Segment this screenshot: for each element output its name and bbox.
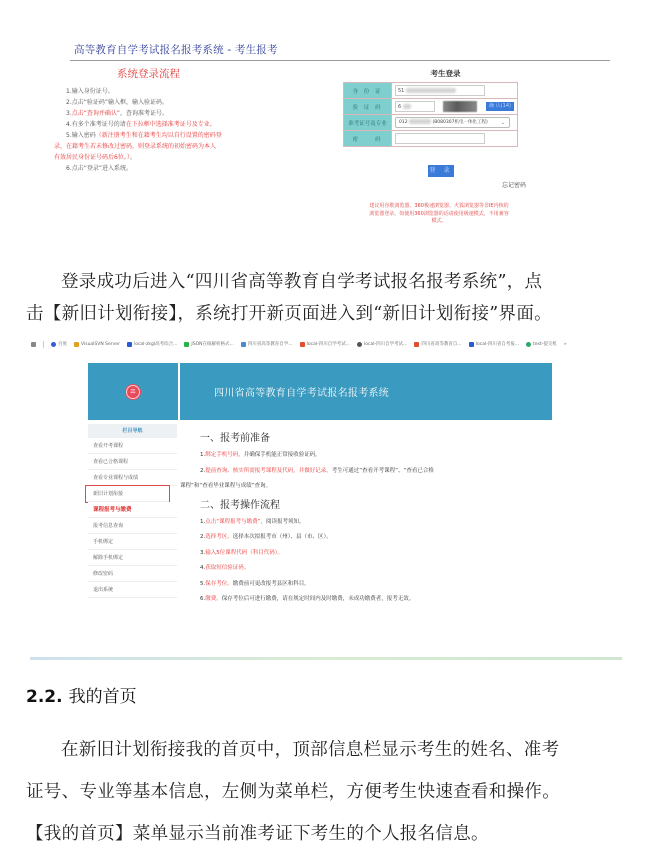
bookmark-item[interactable]: 四川省高等教育自... (414, 341, 461, 347)
flow-item: 4.获取短信验证码。 (200, 565, 250, 571)
login-step: 3.点击“查询并确认”，查询准考证号。 (66, 110, 168, 117)
section-divider (30, 657, 622, 660)
prep-item: 2.提前查询、核实所需报考课程及代码，并做好记录。考生可通过“查看开考课程”、“查看已合格 (200, 467, 434, 474)
paragraph-line: 击【新旧计划衔接】，系统打开新页面进入到“新旧计划衔接”界面。 (26, 304, 552, 324)
login-steps-list (54, 86, 240, 174)
flow-item: 3.输入5位课程代码（科目代码）。 (200, 549, 284, 556)
sidebar-item-change-password[interactable]: 修改密码 (88, 566, 177, 582)
baidu-icon (51, 342, 56, 347)
more-bookmarks-icon[interactable]: » (563, 341, 567, 347)
login-page-screenshot (0, 0, 654, 250)
prep-item: 1.绑定手机号码，并确保手机能正常接收验证码。 (200, 452, 321, 458)
paragraph-line: 【我的首页】菜单显示当前准考证下考生的个人报名信息。 (26, 824, 489, 844)
sidebar-item-plan-transition[interactable]: 新旧计划衔接 (86, 486, 169, 502)
login-step-continued: 录，在籍考生若未修改过密码，则登录系统的初始密码为本人 (54, 143, 217, 150)
login-step: 1.输入身份证号。 (66, 88, 114, 95)
login-step-continued: 有效居民身份证号码后6位。）。 (54, 154, 136, 161)
sidebar-item-course-registration-payment[interactable]: 课程报考与缴费 (88, 502, 177, 518)
sidebar-item-major-courses-scores[interactable]: 查看专业课程与成绩 (88, 470, 177, 486)
captcha-image[interactable] (443, 101, 477, 112)
apps-icon[interactable] (31, 342, 36, 347)
section-title: 我的首页 (68, 687, 137, 707)
intro-paragraph (26, 266, 636, 330)
flow-item: 5.保存考位。缴费前可更改报考县区和科目。 (200, 580, 310, 587)
login-step: 5.输入密码（新注册考生和在籍考生均以自行设置的密码登 (66, 132, 222, 139)
system-main-content (180, 430, 600, 608)
section-title-preparation: 一、报考前准备 (200, 433, 270, 444)
bookmark-item[interactable]: local-四川省自考报... (469, 341, 519, 347)
person-icon (414, 342, 419, 347)
title-divider (70, 60, 610, 61)
section-heading (26, 682, 137, 707)
dot-icon (526, 342, 531, 347)
sidebar-item-registration-query[interactable]: 报考信息查询 (88, 518, 177, 534)
json-icon (184, 342, 189, 347)
section-title-operation-flow: 二、报考操作流程 (200, 499, 280, 511)
captcha-input[interactable]: 6 (395, 101, 435, 112)
ticket-label: 准考证号及专业 (344, 115, 392, 131)
forgot-password-link[interactable]: 忘记密码 (502, 182, 527, 189)
person-icon (300, 342, 305, 347)
local-icon (127, 342, 132, 347)
system-title: 高等教育自学考试报名报考系统 - 考生报考 (74, 44, 278, 56)
login-button[interactable]: 登 录 (428, 165, 454, 177)
bookmark-item[interactable]: local-zkgl高考综合... (127, 341, 177, 347)
logo-cell (88, 363, 178, 420)
flow-item: 2.选择考区。选择本次拟报考市（州）、县（市、区）。 (200, 534, 332, 540)
bookmarks-bar (26, 336, 626, 352)
sidebar-nav (88, 424, 177, 598)
password-input[interactable] (395, 133, 485, 144)
paragraph-line: 登录成功后进入“四川省高等教育自学考试报名报考系统”，点 (61, 272, 543, 292)
paragraph-line: 证号、专业等基本信息，左侧为菜单栏，方便考生快速查看和操作。 (26, 782, 560, 802)
login-step: 2.点击“验证码”输入框，输入验证码。 (66, 99, 168, 106)
prep-item-continued: 课程”和“查看毕业课程与成绩”查询。 (180, 483, 272, 489)
local-icon (469, 342, 474, 347)
login-table (343, 82, 518, 147)
id-label: 身 份 证 (344, 83, 392, 99)
globe-icon (357, 342, 362, 347)
sc-icon (241, 342, 246, 347)
sidebar-item-passed-courses[interactable]: 查看已合格课程 (88, 454, 177, 470)
sidebar-item-logout[interactable]: 退出系统 (88, 582, 177, 598)
bookmark-item[interactable]: local-四川自学考试... (300, 341, 350, 347)
homepage-description-paragraph (26, 729, 636, 849)
flow-item: 1.点击“课程报考与缴费”，阅读报考须知。 (200, 518, 305, 525)
bookmark-item[interactable]: JSON在线解析格式... (184, 341, 233, 347)
bookmark-item[interactable]: 四川省高等教育自学... (241, 341, 293, 347)
login-step: 6.点击“登录”进入系统。 (66, 165, 132, 172)
system-header-title: 四川省高等教育自学考试报名报考系统 (180, 363, 552, 420)
confirm-button[interactable]: 确 认(14) (486, 102, 514, 111)
ticket-major-select[interactable]: 012 (B080307机电一体化工程) ⌄ (395, 117, 510, 128)
bookmark-item[interactable]: 百度 (51, 341, 67, 347)
bookmark-item[interactable]: VisualSVN Server (74, 342, 120, 347)
login-step: 4.有多个准考证号的请在下拉框中选择准考证号及专业。 (66, 121, 216, 128)
paragraph-line: 在新旧计划衔接我的首页中，顶部信息栏显示考生的姓名、准考 (61, 740, 560, 760)
sidebar-item-open-courses[interactable]: 查看开考课程 (88, 438, 177, 454)
login-flow-title: 系统登录流程 (117, 68, 180, 80)
id-number-input[interactable]: 51 (395, 85, 485, 96)
system-header (88, 363, 552, 420)
sidebar-item-bind-phone[interactable]: 手机绑定 (88, 534, 177, 550)
nav-heading: 栏目导航 (88, 424, 177, 438)
login-form (343, 66, 518, 147)
svn-icon (74, 342, 79, 347)
system-page-screenshot (26, 336, 626, 636)
captcha-label: 验 证 码 (344, 99, 392, 115)
bookmark-item[interactable]: local-四川自学考试... (357, 341, 407, 347)
sidebar-item-unbind-phone[interactable]: 解除手机绑定 (88, 550, 177, 566)
password-label: 密 码 (344, 131, 392, 147)
chevron-down-icon: ⌄ (500, 120, 505, 126)
flow-item: 6.缴费。保存考位后可进行缴费，请在规定时间内及时缴费，未成功缴费者，报考无效。 (200, 596, 415, 602)
browser-tip: 建议用谷歌浏览器、360极速浏览器、火狐浏览器等非IE内核的浏览器登录。如使用360浏览器的话请使用极速模式，不用兼容模式。 (369, 203, 509, 224)
exam-logo-icon: ⚖ (126, 385, 140, 399)
section-number: 2.2. (26, 687, 63, 707)
login-heading: 考生登录 (430, 69, 461, 78)
bookmark-separator (43, 341, 44, 348)
redacted-blur (406, 88, 456, 93)
bookmark-item[interactable]: test-提交机 (526, 341, 557, 347)
